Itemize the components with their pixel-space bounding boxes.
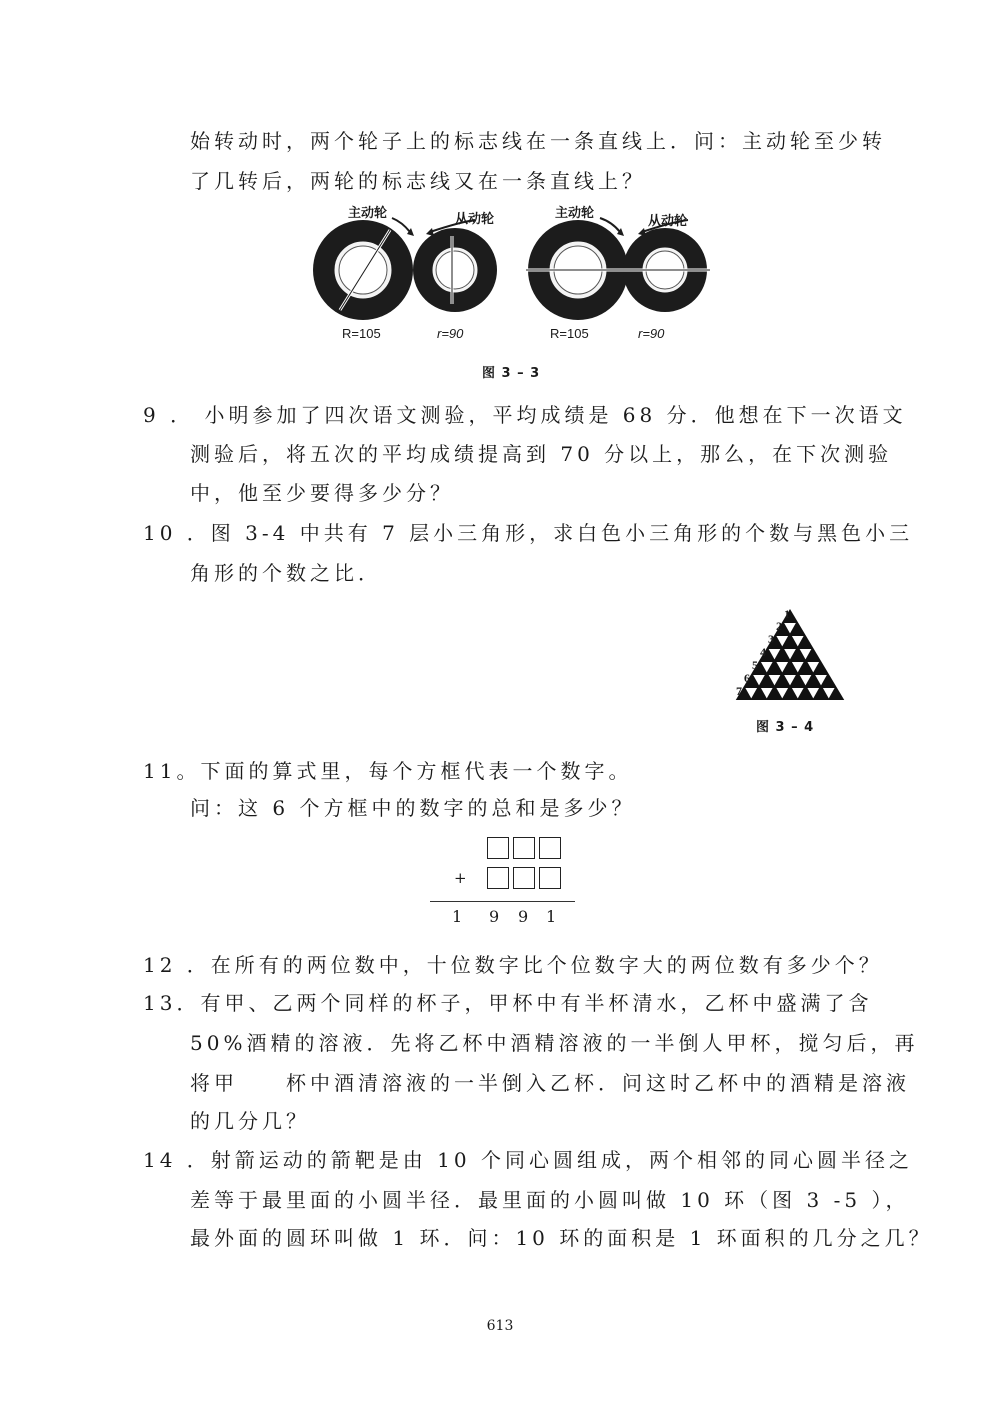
digit-box (487, 837, 509, 859)
sum-rule (430, 901, 575, 902)
problem12-line1: 12 ．在所有的两位数中，十位数字比个位数字大的两位数有多少个？ (143, 953, 883, 977)
problem14-line3: 最外面的圆环叫做 1 环．问：10 环的面积是 1 环面积的几分之几？ (190, 1226, 933, 1250)
problem11-line2: 问：这 6 个方框中的数字的总和是多少？ (190, 796, 636, 820)
problem13-line1: 13．有甲、乙两个同样的杯子，甲杯中有半杯清水，乙杯中盛满了含 (143, 991, 873, 1015)
result-digit: 9 (518, 907, 529, 926)
driven-wheel-label-right: 从动轮 (648, 214, 688, 229)
figure-3-3-caption: 图 3 – 3 (482, 366, 541, 381)
problem13-line3: 将甲 杯中酒清溶液的一半倒入乙杯．问这时乙杯中的酒精是溶液 (190, 1071, 910, 1095)
left-small-radius: r=90 (437, 326, 464, 341)
digit-box (487, 867, 509, 889)
problem14-line1: 14 ．射箭运动的箭靶是由 10 个同心圆组成，两个相邻的同心圆半径之 (143, 1148, 913, 1172)
problem8-line1: 始转动时，两个轮子上的标志线在一条直线上．问：主动轮至少转 (190, 129, 886, 153)
layer-label-4: 4 (760, 645, 766, 659)
layer-label-5: 5 (752, 658, 758, 672)
problem9-line3: 中，他至少要得多少分？ (190, 481, 454, 505)
right-small-radius: r=90 (638, 326, 665, 341)
problem9-line2: 测验后，将五次的平均成绩提高到 70 分以上，那么，在下次测验 (190, 442, 893, 466)
digit-box (539, 867, 561, 889)
right-big-radius: R=105 (550, 326, 589, 341)
digit-box (539, 837, 561, 859)
digit-box (513, 867, 535, 889)
problem14-line2: 差等于最里面的小圆半径．最里面的小圆叫做 10 环（图 3 -5 ）， (190, 1188, 910, 1212)
driver-wheel-label-right: 主动轮 (555, 206, 595, 221)
problem13-line2: 50%酒精的溶液．先将乙杯中酒精溶液的一半倒人甲杯，搅匀后，再 (190, 1031, 919, 1055)
result-digit: 1 (546, 907, 557, 926)
problem9-line1: 9 ． 小明参加了四次语文测验，平均成绩是 68 分．他想在下一次语文 (143, 403, 907, 427)
result-digit: 9 (489, 907, 500, 926)
problem11-line1: 11。下面的算式里，每个方框代表一个数字。 (143, 759, 633, 783)
digit-box (513, 837, 535, 859)
layer-label-2: 2 (776, 619, 782, 633)
addition-puzzle (430, 835, 580, 930)
problem8-line2: 了几转后，两轮的标志线又在一条直线上？ (190, 169, 646, 193)
plus-sign: + (454, 869, 467, 887)
layer-label-3: 3 (768, 632, 774, 646)
figure-3-4-caption: 图 3 – 4 (756, 720, 815, 735)
page-number: 613 (486, 1318, 514, 1334)
layer-label-6: 6 (744, 671, 750, 685)
problem10-line1: 10 ．图 3-4 中共有 7 层小三角形，求白色小三角形的个数与黑色小三 (143, 521, 914, 545)
layer-label-1: 1 (784, 607, 790, 621)
problem13-line4: 的几分几？ (190, 1109, 310, 1133)
result-digit: 1 (452, 907, 463, 926)
driven-wheel-label-left: 从动轮 (455, 212, 495, 227)
problem10-line2: 角形的个数之比． (190, 561, 382, 585)
figure-3-3 (300, 200, 720, 380)
figure-3-4 (730, 605, 850, 705)
layer-label-7: 7 (736, 684, 742, 698)
driver-wheel-label-left: 主动轮 (348, 206, 388, 221)
left-big-radius: R=105 (342, 326, 381, 341)
